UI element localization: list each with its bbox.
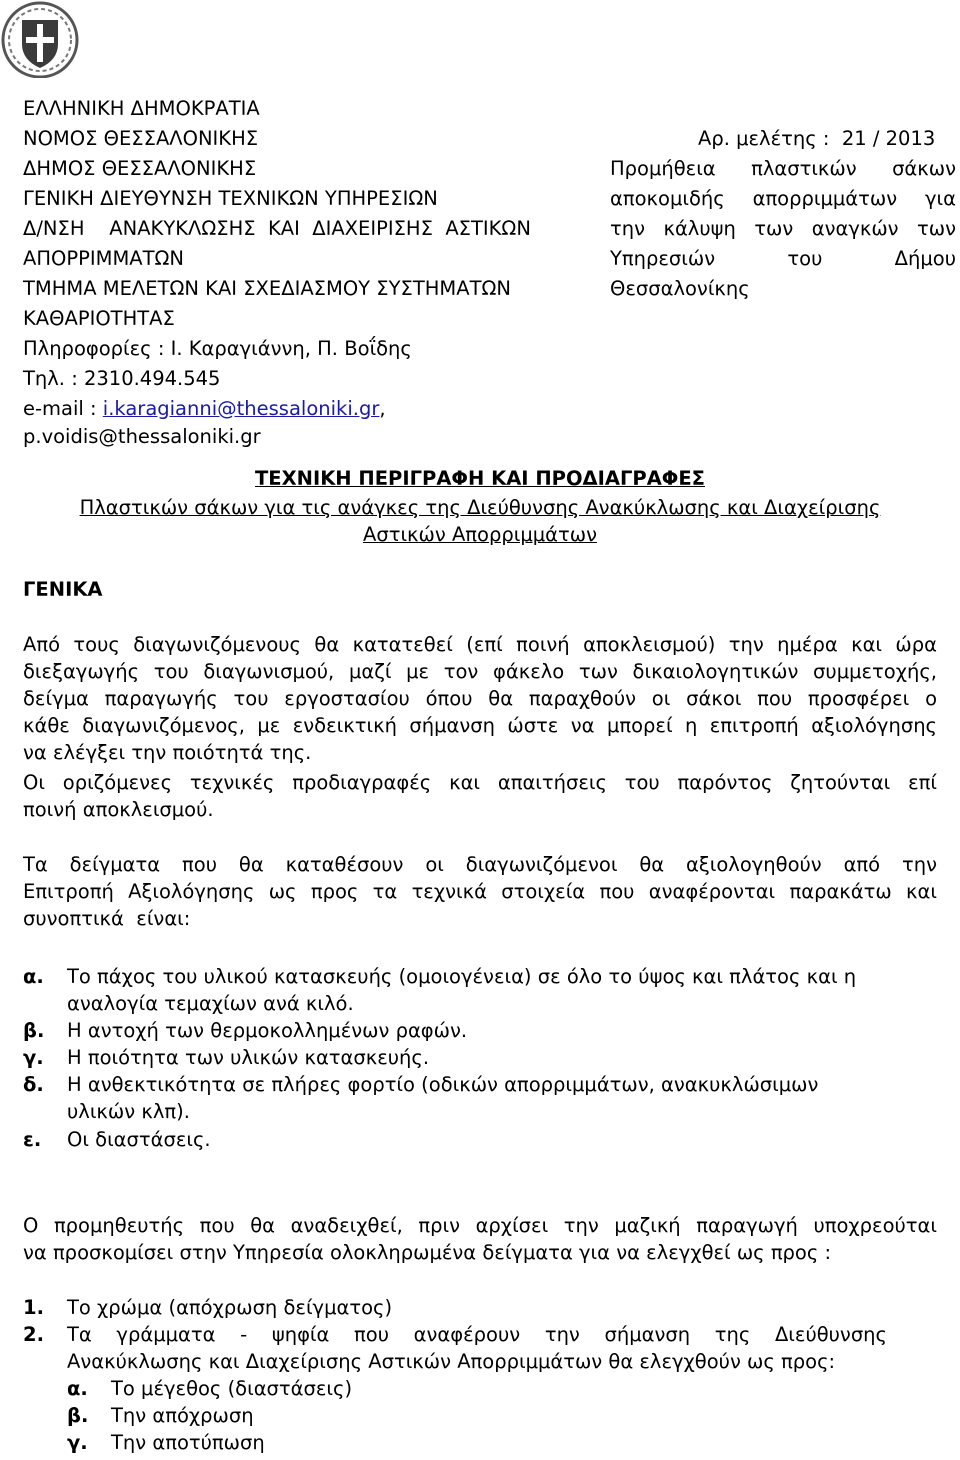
sub-check-marker: α. bbox=[67, 1377, 88, 1400]
header-line: ΕΛΛΗΝΙΚΗ ΔΗΜΟΚΡΑΤΙΑ bbox=[23, 97, 260, 120]
sub-check-marker: β. bbox=[67, 1404, 89, 1427]
subject-line: Θεσσαλονίκης bbox=[610, 277, 750, 300]
paragraph-line: Ο προμηθευτής που θα αναδειχθεί, πριν αρχίσει την μαζική παραγωγή υποχρεούται bbox=[23, 1214, 937, 1237]
criteria-text: υλικών κλπ). bbox=[67, 1100, 190, 1123]
criteria-marker: ε. bbox=[23, 1128, 42, 1151]
sub-check-marker: γ. bbox=[67, 1431, 88, 1454]
paragraph-line: Επιτροπή Αξιολόγησης ως προς τα τεχνικά στοιχεία που αναφέρονται παρακάτω και bbox=[23, 880, 937, 903]
document-title: ΤΕΧΝΙΚΗ ΠΕΡΙΓΡΑΦΗ ΚΑΙ ΠΡΟΔΙΑΓΡΑΦΕΣ bbox=[254, 467, 706, 490]
email-separator: , bbox=[379, 397, 386, 420]
email-link[interactable]: i.karagianni@thessaloniki.gr bbox=[102, 397, 380, 420]
sub-check-text: Την απόχρωση bbox=[111, 1404, 254, 1427]
header-line: ΚΑΘΑΡΙΟΤΗΤΑΣ bbox=[23, 307, 175, 330]
paragraph-line: Οι οριζόμενες τεχνικές προδιαγραφές και απαιτήσεις του παρόντος ζητούνται επί bbox=[23, 771, 937, 794]
paragraph-line: να ελέγξει την ποιότητά της. bbox=[23, 741, 312, 764]
study-number: Αρ. μελέτης : 21 / 2013 bbox=[698, 127, 936, 150]
paragraph-line: δείγμα παραγωγής του εργοστασίου όπου θα παραχθούν οι σάκοι που προσφέρει ο bbox=[23, 687, 937, 710]
subject-line: αποκομιδής απορριμμάτων για bbox=[610, 187, 956, 210]
header-line: ΤΜΗΜΑ ΜΕΛΕΤΩΝ ΚΑΙ ΣΧΕΔΙΑΣΜΟΥ ΣΥΣΤΗΜΑΤΩΝ bbox=[23, 277, 511, 300]
criteria-marker: δ. bbox=[23, 1073, 44, 1096]
check-text: Το χρώμα (απόχρωση δείγματος) bbox=[67, 1296, 393, 1319]
phone-number: Τηλ. : 2310.494.545 bbox=[23, 367, 221, 390]
header-line: ΓΕΝΙΚΗ ΔΙΕΥΘΥΝΣΗ ΤΕΧΝΙΚΩΝ ΥΠΗΡΕΣΙΩΝ bbox=[23, 187, 438, 210]
check-text: Ανακύκλωσης και Διαχείρισης Αστικών Απορριμμάτων θα ελεγχθούν ως προς: bbox=[67, 1350, 836, 1373]
criteria-marker: γ. bbox=[23, 1046, 44, 1069]
subject-line: Προμήθεια πλαστικών σάκων bbox=[610, 157, 956, 180]
check-text: Τα γράμματα - ψηφία που αναφέρουν την σήμανση της Διεύθυνσης bbox=[67, 1323, 887, 1346]
header-line: ΑΠΟΡΡΙΜΜΑΤΩΝ bbox=[23, 247, 185, 270]
criteria-marker: β. bbox=[23, 1019, 45, 1042]
header-line: ΔΗΜΟΣ ΘΕΣΣΑΛΟΝΙΚΗΣ bbox=[23, 157, 257, 180]
header-line: Δ/ΝΣΗ ΑΝΑΚΥΚΛΩΣΗΣ ΚΑΙ ΔΙΑΧΕΙΡΙΣΗΣ ΑΣΤΙΚΩΝ bbox=[23, 217, 531, 240]
subject-line: Υπηρεσιών του Δήμου bbox=[610, 247, 956, 270]
email-line bbox=[23, 397, 386, 421]
criteria-text: αναλογία τεμαχίων ανά κιλό. bbox=[67, 992, 354, 1015]
document-subtitle: Αστικών Απορριμμάτων bbox=[363, 523, 597, 546]
paragraph-line: συνοπτικά είναι: bbox=[23, 907, 191, 930]
criteria-text: Η ανθεκτικότητα σε πλήρες φορτίο (οδικών απορριμμάτων, ανακυκλώσιμων bbox=[67, 1073, 819, 1096]
greek-coat-of-arms-emblem bbox=[0, 0, 80, 78]
email-second: p.voidis@thessaloniki.gr bbox=[23, 425, 261, 448]
subject-line: την κάλυψη των αναγκών των bbox=[610, 217, 956, 240]
header-line: ΝΟΜΟΣ ΘΕΣΣΑΛΟΝΙΚΗΣ bbox=[23, 127, 259, 150]
criteria-text: Η αντοχή των θερμοκολλημένων ραφών. bbox=[67, 1019, 468, 1042]
contact-info: Πληροφορίες : Ι. Καραγιάννη, Π. Βοΐδης bbox=[23, 337, 412, 360]
paragraph-line: ποινή αποκλεισμού. bbox=[23, 798, 214, 821]
check-marker: 2. bbox=[23, 1323, 44, 1346]
criteria-text: Το πάχος του υλικού κατασκευής (ομοιογένεια) σε όλο το ύψος και πλάτος και η bbox=[67, 965, 857, 988]
section-heading: ΓΕΝΙΚΑ bbox=[23, 578, 103, 601]
document-subtitle: Πλαστικών σάκων για τις ανάγκες της Διεύθυνσης Ανακύκλωσης και Διαχείρισης bbox=[79, 496, 881, 519]
check-marker: 1. bbox=[23, 1296, 44, 1319]
paragraph-line: Τα δείγματα που θα καταθέσουν οι διαγωνιζόμενοι θα αξιολογηθούν από την bbox=[23, 853, 937, 876]
email-label: e-mail : bbox=[23, 397, 103, 420]
criteria-marker: α. bbox=[23, 965, 44, 988]
sub-check-text: Την αποτύπωση bbox=[111, 1431, 265, 1454]
sub-check-text: Το μέγεθος (διαστάσεις) bbox=[111, 1377, 353, 1400]
paragraph-line: διεξαγωγής του διαγωνισμού, μαζί με τον φάκελο των δικαιολογητικών συμμετοχής, bbox=[23, 660, 937, 683]
paragraph-line: κάθε διαγωνιζόμενος, με ενδεικτική σήμανση ώστε να μπορεί η επιτροπή αξιολόγησης bbox=[23, 714, 937, 737]
criteria-text: Η ποιότητα των υλικών κατασκευής. bbox=[67, 1046, 430, 1069]
paragraph-line: Από τους διαγωνιζόμενους θα κατατεθεί (επί ποινή αποκλεισμού) την ημέρα και ώρα bbox=[23, 633, 937, 656]
criteria-text: Οι διαστάσεις. bbox=[67, 1128, 211, 1151]
paragraph-line: να προσκομίσει στην Υπηρεσία ολοκληρωμένα δείγματα για να ελεγχθεί ως προς : bbox=[23, 1241, 832, 1264]
